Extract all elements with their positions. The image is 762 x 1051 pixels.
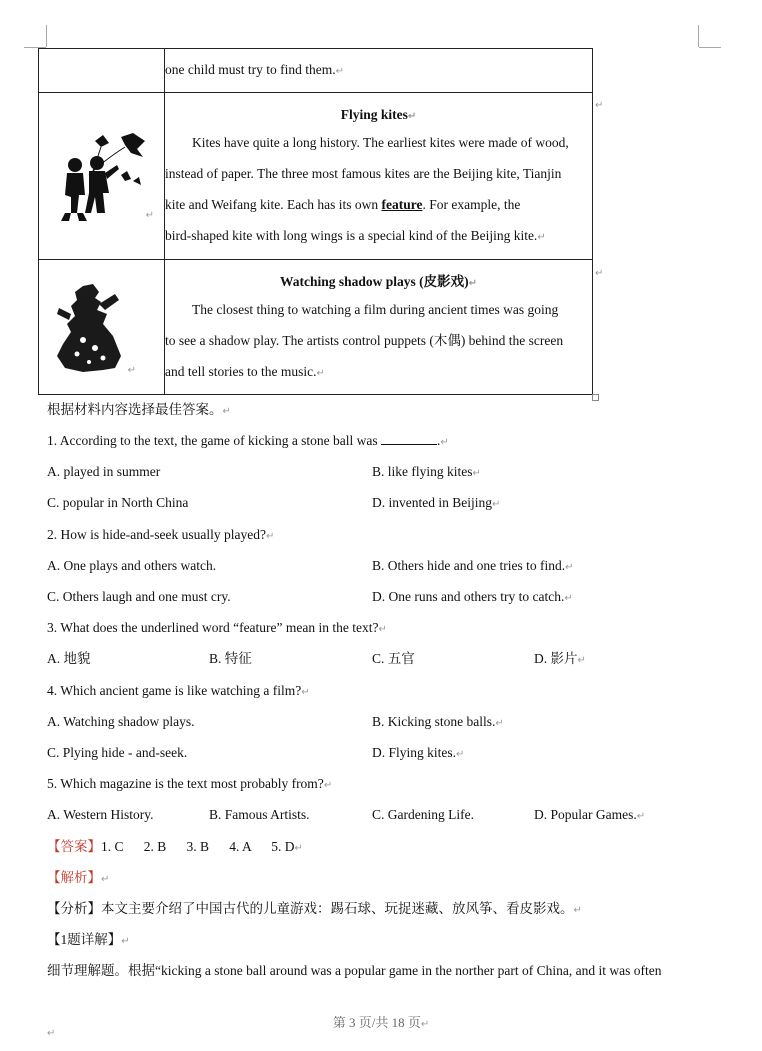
page-footer: 第 3 页/共 18 页↵ (332, 1015, 430, 1030)
kites-title: Flying kites (340, 107, 408, 122)
question-1-stem: 1. According to the text, the game of kicking a stone ball was .↵ (47, 433, 449, 448)
q5-option-b: B. Famous Artists. (209, 807, 310, 822)
kites-text-cell: Flying kites↵ Kites have quite a long history. The earliest kites were made of wood, instead of paper. The three most famous kites are the Beijing kite, Tianjin kite and Weifang kite. Each has its own feature. For example, the bird-shaped kite with long wings is a special kind of the Beijing kite.↵ (165, 93, 593, 260)
q5-option-c: C. Gardening Life. (372, 807, 474, 822)
kite-picture-cell: ↵ (39, 93, 165, 260)
shadow-paragraph-line: to see a shadow play. The artists control puppets (木偶) behind the screen (165, 333, 564, 348)
q2-option-a: A. One plays and others watch. (47, 558, 217, 573)
shadow-paragraph-line: and tell stories to the music.↵ (165, 364, 325, 379)
empty-cell (39, 49, 165, 93)
row1-text: one child must try to find them. (165, 62, 336, 77)
answer-blank (381, 432, 437, 445)
detail-text: 细节理解题。根据“kicking a stone ball around was a popular game in the norther part of China, and it was often (47, 963, 662, 978)
row-end-mark: ↵ (595, 268, 604, 279)
q3-option-a: A. 地貌 (47, 651, 91, 666)
shadow-picture-cell: ↵ (39, 260, 165, 395)
crop-mark-top-right-v (698, 25, 699, 47)
q3-option-c: C. 五官 (372, 651, 415, 666)
kite-children-illustration (53, 131, 153, 231)
question-2-stem: 2. How is hide-and-seek usually played?↵ (47, 527, 275, 542)
q5-option-d: D. Popular Games.↵ (534, 807, 646, 822)
q2-option-c: C. Others laugh and one must cry. (47, 589, 231, 604)
question-3-stem: 3. What does the underlined word “feature” mean in the text?↵ (47, 620, 387, 635)
q2-option-b: B. Others hide and one tries to find.↵ (372, 558, 574, 573)
table-row (39, 260, 593, 395)
table-row (39, 93, 593, 260)
material-table (38, 48, 593, 395)
kites-paragraph-line: kite and Weifang kite. Each has its own feature. For example, the (165, 197, 521, 212)
instruction: 根据材料内容选择最佳答案。↵ (47, 402, 231, 417)
fenxi-line: 【分析】本文主要介绍了中国古代的儿童游戏：踢石球、玩捉迷藏、放风筝、看皮影戏。↵ (47, 901, 582, 916)
q4-option-b: B. Kicking stone balls.↵ (372, 714, 504, 729)
underlined-word-feature: feature (381, 197, 423, 212)
q4-option-a: A. Watching shadow plays. (47, 714, 195, 729)
q3-option-d: D. 影片↵ (534, 651, 586, 666)
kites-paragraph-line: instead of paper. The three most famous kites are the Beijing kite, Tianjin (165, 166, 562, 181)
question-4-stem: 4. Which ancient game is like watching a film?↵ (47, 683, 310, 698)
q1-option-a: A. played in summer (47, 464, 161, 479)
q1-option-b: B. like flying kites↵ (372, 464, 481, 479)
kites-paragraph-line: Kites have quite a long history. The earliest kites were made of wood, (192, 135, 569, 150)
shadow-title: Watching shadow plays (皮影戏) (279, 274, 469, 289)
answer-key: 【答案】1. C 2. B 3. B 4. A 5. D↵ (47, 839, 303, 854)
kites-paragraph-line: bird-shaped kite with long wings is a special kind of the Beijing kite.↵ (165, 228, 546, 243)
q5-option-a: A. Western History. (47, 807, 154, 822)
crop-mark-top-left-v (46, 25, 47, 47)
analysis-heading: 【解析】↵ (47, 870, 110, 885)
q1-option-d: D. invented in Beijing↵ (372, 495, 501, 510)
q4-option-c: C. Plying hide - and-seek. (47, 745, 188, 760)
question-5-stem: 5. Which magazine is the text most probably from?↵ (47, 776, 333, 791)
q4-option-d: D. Flying kites.↵ (372, 745, 465, 760)
shadow-text-cell: Watching shadow plays (皮影戏)↵ The closest thing to watching a film during ancient times was going to see a shadow play. The artists control puppets (木偶) behind the screen and tell stories to the music.↵ (165, 260, 593, 395)
shadow-puppet-illustration (53, 284, 133, 372)
text-cell: one child must try to find them.↵ (165, 49, 593, 93)
table-row (39, 49, 593, 93)
q3-option-b: B. 特征 (209, 651, 252, 666)
shadow-paragraph-line: The closest thing to watching a film during ancient times was going (192, 302, 559, 317)
table-resize-handle[interactable] (592, 394, 599, 401)
q1-option-c: C. popular in North China (47, 495, 189, 510)
crop-mark-top-right-h (699, 47, 721, 48)
answer-label: 【答案】 (47, 839, 101, 854)
paragraph-mark: ↵ (47, 1028, 56, 1039)
row-end-mark: ↵ (595, 100, 604, 111)
q2-option-d: D. One runs and others try to catch.↵ (372, 589, 573, 604)
detail-heading: 【1题详解】↵ (47, 932, 130, 947)
